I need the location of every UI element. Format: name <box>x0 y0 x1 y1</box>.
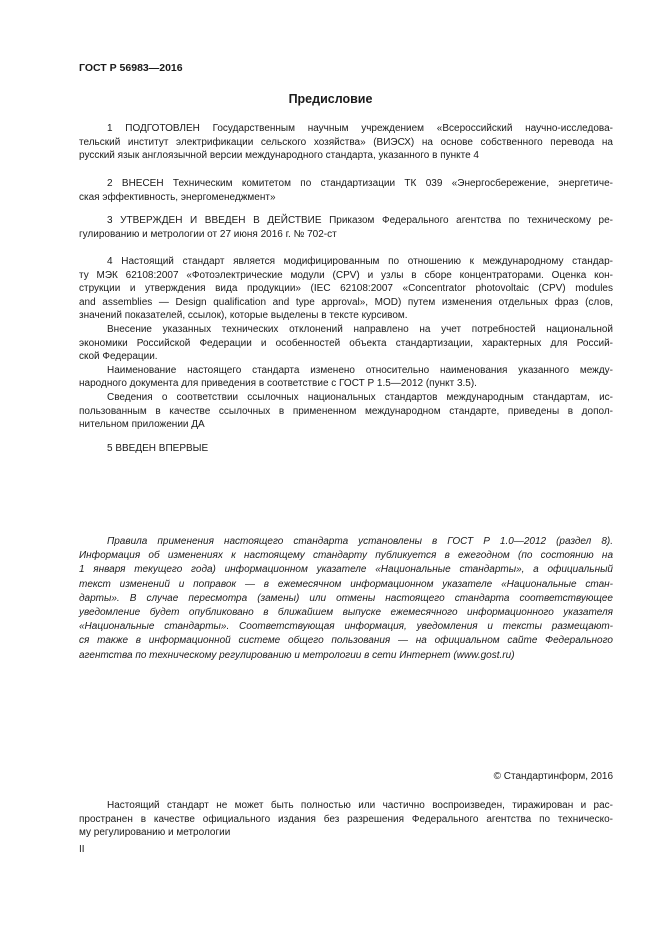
section-3-line: 3 УТВЕРЖДЕН И ВВЕДЕН В ДЕЙСТВИЕ Приказом Федерального агентства по техническому ре- <box>107 215 613 226</box>
section-1-line: 1 ПОДГОТОВЛЕН Государственным научным учреждением «Всероссийский научно-исследова- <box>107 123 613 134</box>
section-2-line: 2 ВНЕСЕН Техническим комитетом по стандартизации ТК 039 «Энергосбережение, энергетиче- <box>107 178 613 189</box>
section-5 <box>79 442 613 456</box>
rules-notice-line: агентства по техническому регулированию и метрологии в сети Интернет (www.gost.ru) <box>79 649 515 661</box>
reproduction-notice-line: му регулированию и метрологии <box>79 827 231 839</box>
section-1 <box>79 122 613 163</box>
section-4b-line: Внесение указанных технических отклонений направлено на учет потребностей национальной <box>107 323 613 335</box>
section-3 <box>79 214 613 241</box>
standard-id: ГОСТ Р 56983—2016 <box>79 62 183 74</box>
rules-notice-line: текст изменений и поправок — в ежемесячном информационном указателе «Национальные стан- <box>79 578 613 590</box>
page-number: II <box>79 844 85 855</box>
section-4c-line: Наименование настоящего стандарта изменено относительно наименования указанного между- <box>107 364 613 376</box>
rules-notice-line: «Национальные стандарты». Соответствующая информация, уведомления и тексты размещают- <box>79 621 613 633</box>
preface-title: Предисловие <box>288 92 373 106</box>
rules-notice-line: ся также в информационной системе общего пользования — на официальном сайте Федерального <box>79 635 613 647</box>
section-4-line: струкции и утверждения вида продукции» (IEC 62108:2007 «Concentrator photovoltaic (CPV) modules <box>79 283 613 295</box>
section-4c-line: народного документа для приведения в соответствие с ГОСТ Р 1.5—2012 (пункт 3.5). <box>79 378 477 390</box>
section-1-line: русский язык англоязычной версии международного стандарта, указанного в пункте 4 <box>79 150 479 162</box>
section-4b-line: ской Федерации. <box>79 351 158 363</box>
section-2-line: ская эффективность, энергоменеджмент» <box>79 191 276 203</box>
section-4-line: значений показателей, ссылок), которые выделены в тексте курсивом. <box>79 310 408 322</box>
section-4d-line: нительном приложении ДА <box>79 419 205 431</box>
section-4 <box>79 255 613 432</box>
section-1-line: тельский институт электрификации сельского хозяйства» (ВИЭСХ) на основе собственного перевода на <box>79 136 613 148</box>
reproduction-notice-line: пространен в качестве официального издания без разрешения Федерального агентства по техническо- <box>79 813 613 825</box>
section-4d-line: Сведения о соответствии ссылочных национальных стандартов международным стандартам, ис- <box>107 391 613 403</box>
rules-notice-line: дарты». В случае пересмотра (замены) или отмены настоящего стандарта соответствующее <box>79 592 613 604</box>
section-5-line: 5 ВВЕДЕН ВПЕРВЫЕ <box>107 443 209 454</box>
rules-notice-line: уведомление будет опубликовано в ближайшем выпуске ежемесячного информационного указателя <box>79 607 613 619</box>
rules-notice-line: 1 января текущего года) информационном указателе «Национальные стандарты», а официальный <box>79 564 613 576</box>
rules-notice-line: Информация об изменениях к настоящему стандарту публикуется в ежегодном (по состоянию на <box>79 550 613 562</box>
section-4-line: 4 Настоящий стандарт является модифицированным по отношению к международному стандар- <box>107 256 613 267</box>
section-4b-line: экономики Российской Федерации и особенностей объекта стандартизации, характерных для Россий- <box>79 337 613 349</box>
copyright: © Стандартинформ, 2016 <box>493 771 613 782</box>
section-4-line: ту МЭК 62108:2007 «Фотоэлектрические модули (CPV) и узлы в сборе концентраторами. Оценка кон- <box>79 269 613 281</box>
section-4d-line: пользованным в качестве ссылочных в примененном международном стандарте, приведены в допол- <box>79 405 613 417</box>
section-3-line: гулированию и метрологии от 27 июня 2016 г. № 702-ст <box>79 228 337 240</box>
reproduction-notice <box>79 799 613 840</box>
section-2 <box>79 177 613 204</box>
reproduction-notice-line: Настоящий стандарт не может быть полностью или частично воспроизведен, тиражирован и рас- <box>107 800 613 811</box>
rules-notice-line: Правила применения настоящего стандарта установлены в ГОСТ Р 1.0—2012 (раздел 8). <box>107 536 613 547</box>
rules-notice <box>79 535 613 663</box>
section-4-line: and assemblies — Design qualification and type approval», MOD) путем изменения отдельных фраз (слов, <box>79 296 613 308</box>
